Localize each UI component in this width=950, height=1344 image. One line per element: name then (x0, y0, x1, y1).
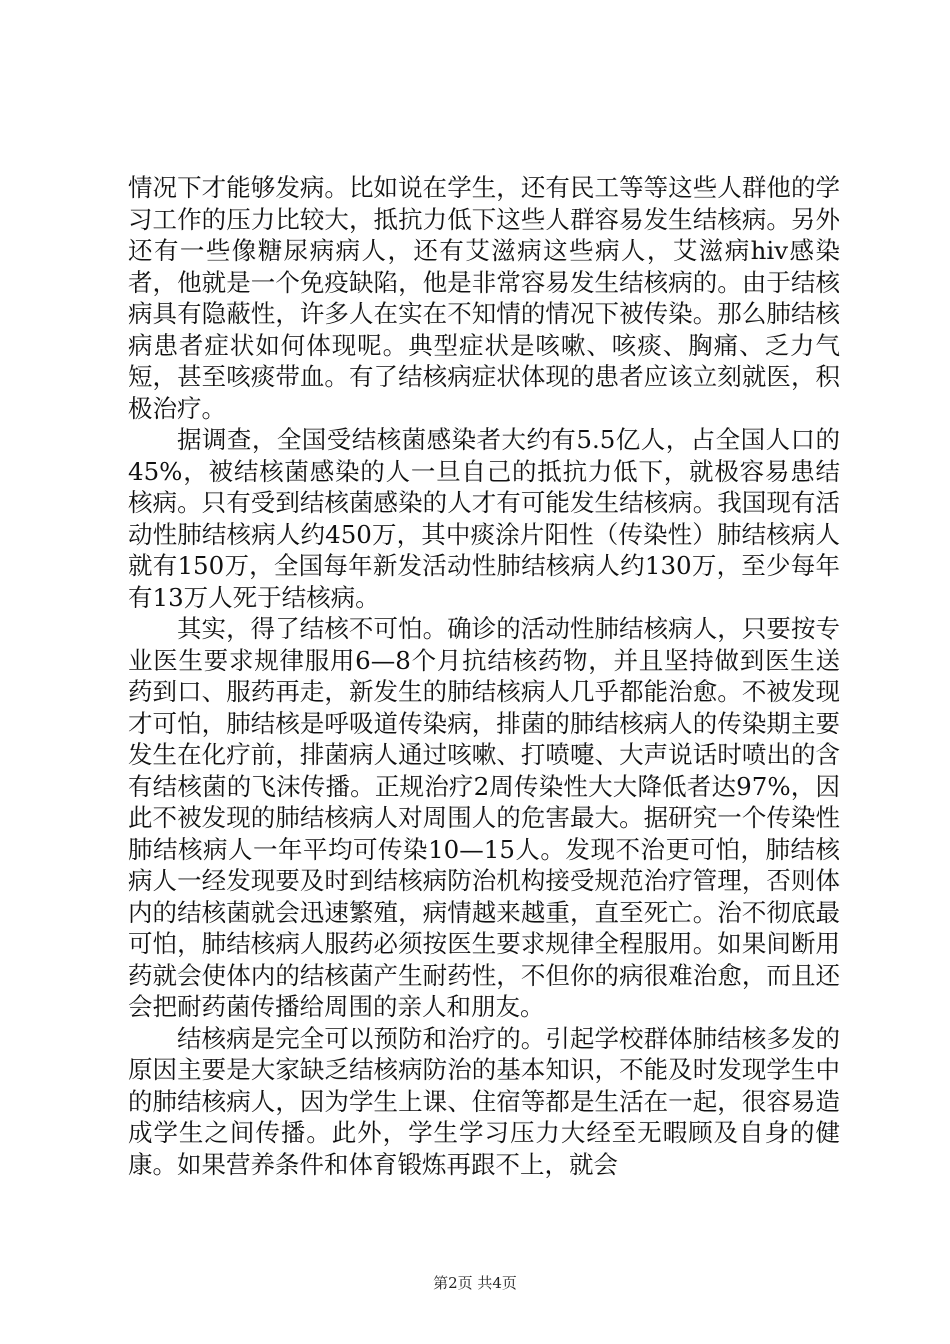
document-body (128, 172, 840, 1180)
paragraph-2: 据调查，全国受结核菌感染者大约有5.5亿人，占全国人口的45%，被结核菌感染的人一旦自己的抵抗力低下，就极容易患结核病。只有受到结核菌感染的人才有可能发生结核病。我国现有活动性肺结核病人约450万，其中痰涂片阳性（传染性）肺结核病人就有150万，全国每年新发活动性肺结核病人约130万，至少每年有13万人死于结核病。 (128, 425, 840, 612)
paragraph-3: 其实，得了结核不可怕。确诊的活动性肺结核病人，只要按专业医生要求规律服用6—8个月抗结核药物，并且坚持做到医生送药到口、服药再走，新发生的肺结核病人几乎都能治愈。不被发现才可怕，肺结核是呼吸道传染病，排菌的肺结核病人的传染期主要发生在化疗前，排菌病人通过咳嗽、打喷嚏、大声说话时喷出的含有结核菌的飞沫传播。正规治疗2周传染性大大降低者达97%，因此不被发现的肺结核病人对周围人的危害最大。据研究一个传染性肺结核病人一年平均可传染10—15人。发现不治更可怕，肺结核病人一经发现要及时到结核病防治机构接受规范治疗管理，否则体内的结核菌就会迅速繁殖，病情越来越重，直至死亡。治不彻底最可怕，肺结核病人服药必须按医生要求规律全程服用。如果间断用药就会使体内的结核菌产生耐药性，不但你的病很难治愈，而且还会把耐药菌传播给周围的亲人和朋友。 (128, 614, 840, 1021)
paragraph-1: 情况下才能够发病。比如说在学生，还有民工等等这些人群他的学习工作的压力比较大，抵抗力低下这些人群容易发生结核病。另外还有一些像糖尿病病人，还有艾滋病这些病人，艾滋病hiv感染者，他就是一个免疫缺陷，他是非常容易发生结核病的。由于结核病具有隐蔽性，许多人在实在不知情的情况下被传染。那么肺结核病患者症状如何体现呢。典型症状是咳嗽、咳痰、胸痛、乏力气短，甚至咳痰带血。有了结核病症状体现的患者应该立刻就医，积极治疗。 (128, 173, 840, 423)
paragraph-4: 结核病是完全可以预防和治疗的。引起学校群体肺结核多发的原因主要是大家缺乏结核病防治的基本知识，不能及时发现学生中的肺结核病人，因为学生上课、住宿等都是生活在一起，很容易造成学生之间传播。此外，学生学习压力大经至无暇顾及自身的健康。如果营养条件和体育锻炼再跟不上，就会 (128, 1023, 840, 1179)
page-footer: 第2页 共4页 (433, 1274, 517, 1292)
